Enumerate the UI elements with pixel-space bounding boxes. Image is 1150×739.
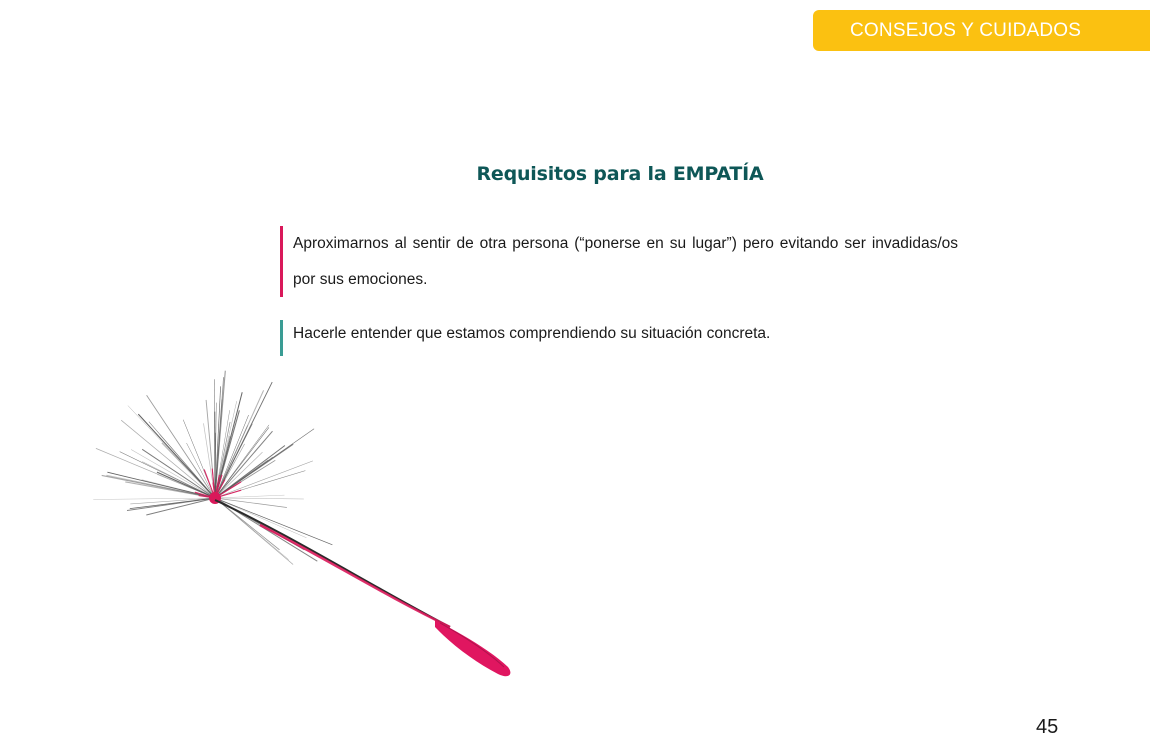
section-tag: CONSEJOS Y CUIDADOS bbox=[813, 10, 1150, 51]
requirement-item-1 bbox=[280, 226, 958, 297]
requirement-item-2 bbox=[280, 320, 958, 356]
page-title: Requisitos para la EMPATÍA bbox=[0, 163, 1150, 185]
dandelion-seed-icon bbox=[90, 365, 530, 685]
requirement-text-2: Hacerle entender que estamos comprendiendo su situación concreta. bbox=[293, 325, 770, 342]
page-number: 45 bbox=[1036, 716, 1058, 739]
requirement-text-1: Aproximarnos al sentir de otra persona (“ponerse en su lugar”) pero evitando ser invadidas/os por sus emociones. bbox=[293, 235, 958, 288]
